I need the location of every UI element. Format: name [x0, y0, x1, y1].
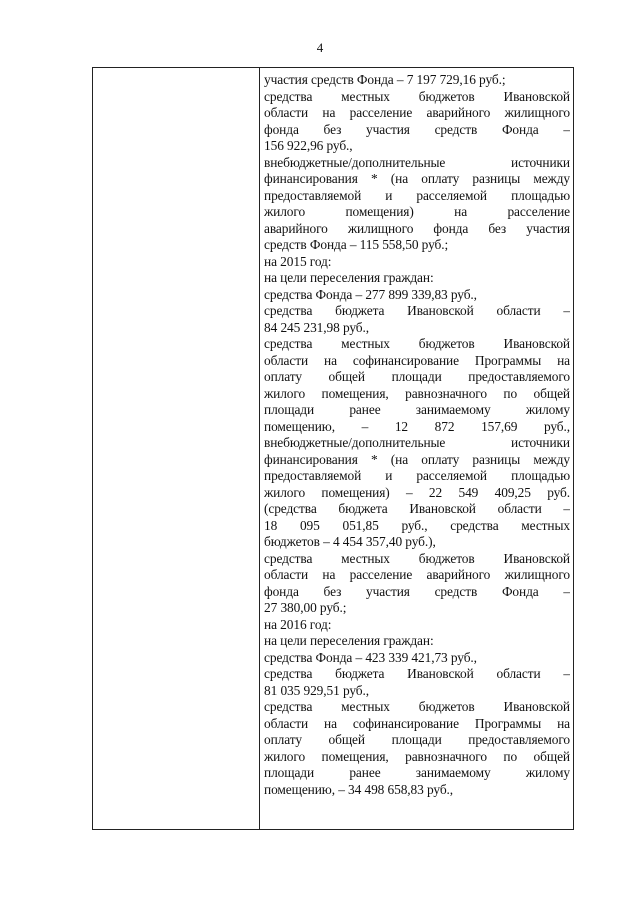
text-line: средства местных бюджетов Ивановской: [264, 699, 570, 714]
text-line: на 2015 год:: [264, 253, 332, 269]
text-line: помещению, – 12 872 157,69 руб.,: [264, 418, 570, 434]
text-line: жилого помещения, равнозначного по общей: [264, 748, 570, 764]
text-line: 81 035 929,51 руб.,: [264, 682, 369, 698]
text-line: средства местных бюджетов Ивановской: [264, 88, 570, 104]
text-line: 27 380,00 руб.;: [264, 600, 347, 615]
text-line: финансирования * (на оплату разницы между: [264, 451, 570, 467]
text-line: на 2016 год:: [264, 616, 332, 632]
text-line: на цели переселения граждан:: [264, 633, 434, 648]
text-line: области на софинансирование Программы на: [264, 352, 570, 368]
text-line: 156 922,96 руб.,: [264, 138, 353, 153]
table-cell-right: [260, 68, 574, 830]
table-cell-left: [93, 68, 260, 830]
text-line: участия средств Фонда – 7 197 729,16 руб.;: [264, 72, 506, 87]
text-line: (средства бюджета Ивановской области –: [264, 501, 570, 516]
page-number: 4: [316, 40, 324, 55]
text-line: внебюджетные/дополнительные источники: [264, 154, 570, 170]
funding-table: [92, 67, 574, 830]
text-line: средства Фонда – 277 899 339,83 руб.,: [264, 286, 477, 302]
text-line: области на расселение аварийного жилищного: [264, 567, 570, 582]
text-line: средства местных бюджетов Ивановской: [264, 336, 570, 351]
text-line: фонда без участия средств Фонда –: [264, 121, 570, 137]
text-line: области на расселение аварийного жилищного: [264, 105, 570, 120]
text-line: оплату общей площади предоставляемого: [264, 732, 570, 747]
text-line: финансирования * (на оплату разницы между: [264, 171, 570, 186]
text-line: средства Фонда – 423 339 421,73 руб.,: [264, 649, 477, 665]
text-line: помещению, – 34 498 658,83 руб.,: [264, 781, 454, 797]
text-line: на цели переселения граждан:: [264, 270, 434, 285]
text-line: средств Фонда – 115 558,50 руб.;: [264, 237, 449, 252]
funding-text: [260, 68, 573, 798]
text-line: бюджетов – 4 454 357,40 руб.),: [264, 534, 436, 549]
text-line: площади ранее занимаемому жилому: [264, 402, 570, 417]
text-line: фонда без участия средств Фонда –: [264, 583, 570, 599]
text-line: средства бюджета Ивановской области –: [264, 666, 570, 681]
text-line: 18 095 051,85 руб., средства местных: [264, 517, 570, 533]
text-line: предоставляемой и расселяемой площадью: [264, 468, 570, 483]
text-line: жилого помещения) на расселение: [264, 204, 570, 219]
text-line: внебюджетные/дополнительные источники: [264, 435, 570, 450]
text-line: средства бюджета Ивановской области –: [264, 303, 570, 318]
text-line: оплату общей площади предоставляемого: [264, 369, 570, 384]
table-row: [93, 68, 574, 830]
text-line: жилого помещения) – 22 549 409,25 руб.: [264, 484, 570, 500]
text-line: предоставляемой и расселяемой площадью: [264, 187, 570, 203]
text-line: аварийного жилищного фонда без участия: [264, 220, 570, 236]
text-line: средства местных бюджетов Ивановской: [264, 550, 570, 566]
text-line: площади ранее занимаемому жилому: [264, 765, 570, 780]
text-line: области на софинансирование Программы на: [264, 715, 570, 731]
text-line: жилого помещения, равнозначного по общей: [264, 385, 570, 401]
text-line: 84 245 231,98 руб.,: [264, 319, 369, 335]
